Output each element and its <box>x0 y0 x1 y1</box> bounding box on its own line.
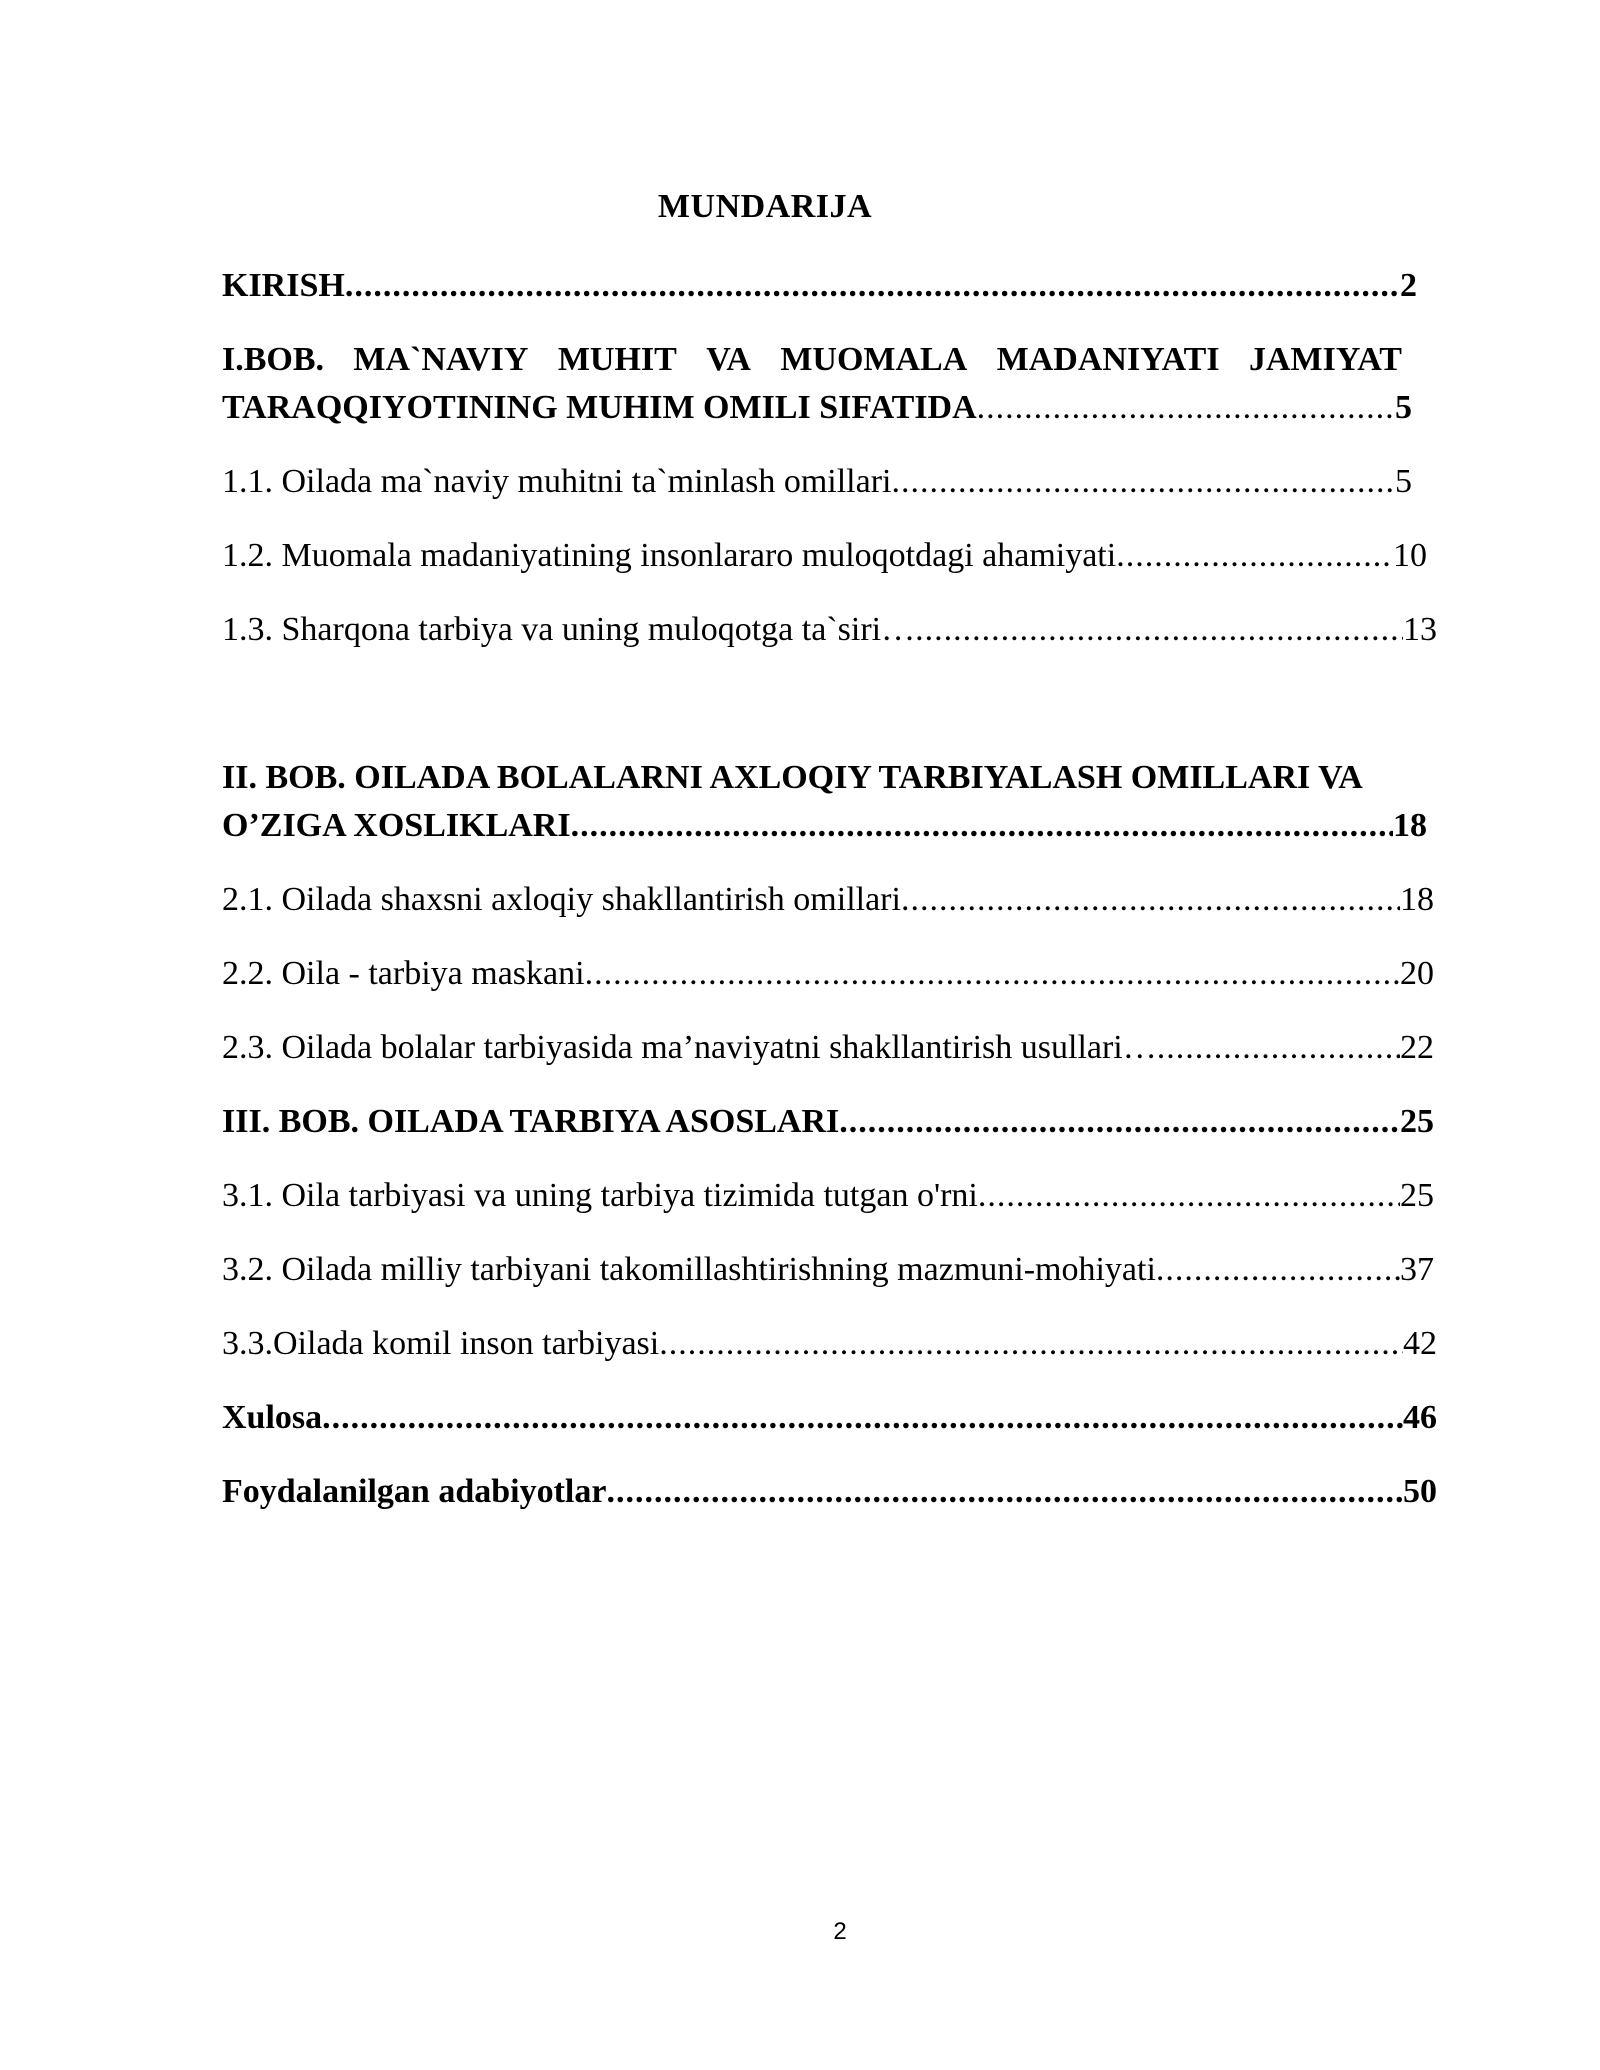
toc-entry-text: 3.3.Oilada komil inson tarbiyasi <box>222 1325 660 1362</box>
heading-word: MA`NAVIY <box>353 341 529 378</box>
leader-dots <box>1116 532 1393 580</box>
leader-dots <box>978 1172 1400 1220</box>
toc-entry-text: 2.1. Oilada shaxsni axloqiy shakllantirish omillari <box>222 881 901 918</box>
toc-entry-page: 5 <box>1395 463 1412 500</box>
heading-word: JAMIYAT <box>1248 341 1402 378</box>
leader-dots <box>345 262 1400 310</box>
toc-entry-text: Foydalanilgan adabiyotlar <box>222 1473 607 1510</box>
toc-entry-2-3[interactable] <box>222 1024 1434 1072</box>
heading-word: MADANIYATI <box>996 341 1220 378</box>
toc-entry-3-2[interactable] <box>222 1246 1434 1294</box>
leader-dots <box>659 1320 1403 1368</box>
toc-entry-xulosa[interactable] <box>222 1394 1437 1442</box>
toc-entry-page: 25 <box>1400 1103 1434 1140</box>
toc-entry-adabiyotlar[interactable] <box>222 1468 1437 1516</box>
toc-entry-page: 5 <box>1395 389 1412 426</box>
leader-dots <box>1157 1024 1400 1072</box>
heading-word: MUOMALA <box>780 341 968 378</box>
toc-entry-page: 25 <box>1400 1177 1434 1214</box>
toc-entry-text: KIRISH <box>222 267 345 304</box>
chapter-heading-line-1 <box>222 336 1402 384</box>
toc-entry-2-1[interactable] <box>222 876 1434 924</box>
toc-entry-text: 1.2. Muomala madaniyatining insonlararo muloqotdagi ahamiyati <box>222 537 1117 574</box>
toc-entry-text: 3.2. Oilada milliy tarbiyani takomillashtirishning mazmuni-mohiyati <box>222 1251 1156 1288</box>
page-number: 2 <box>833 1918 847 1945</box>
leader-dots <box>915 606 1403 654</box>
toc-entry-chapter-3[interactable] <box>222 1098 1434 1146</box>
toc-entry-chapter-1[interactable] <box>222 336 1412 432</box>
toc-entry-1-2[interactable] <box>222 532 1427 580</box>
toc-entry-page: 42 <box>1403 1325 1437 1362</box>
page-title: MUNDARIJA <box>657 188 873 225</box>
toc-entry-page: 22 <box>1400 1029 1434 1066</box>
leader-dots <box>891 458 1395 506</box>
toc-entry-page: 37 <box>1400 1251 1434 1288</box>
toc-entry-1-3[interactable] <box>222 606 1437 654</box>
toc-entry-text: 2.3. Oilada bolalar tarbiyasida ma’naviyatni shakllantirish usullari… <box>222 1029 1157 1066</box>
leader-dots <box>1156 1246 1400 1294</box>
toc-entry-page: 46 <box>1403 1399 1437 1436</box>
toc-entry-3-1[interactable] <box>222 1172 1434 1220</box>
toc-entry-page: 10 <box>1393 537 1427 574</box>
heading-word: MUHIT <box>557 341 677 378</box>
toc-entry-page: 13 <box>1403 611 1437 648</box>
toc-entry-1-1[interactable] <box>222 458 1412 506</box>
toc-entry-2-2[interactable] <box>222 950 1434 998</box>
toc-entry-text: III. BOB. OILADA TARBIYA ASOSLARI <box>222 1103 840 1140</box>
leader-dots <box>322 1394 1403 1442</box>
leader-dots <box>585 950 1400 998</box>
toc-entry-text: 1.1. Oilada ma`naviy muhitni ta`minlash omillari <box>222 463 892 500</box>
toc-entry-text: O’ZIGA XOSLIKLARI <box>222 807 571 844</box>
toc-entry-text: Xulosa <box>222 1399 323 1436</box>
heading-word: VA <box>706 341 751 378</box>
leader-dots <box>839 1098 1400 1146</box>
chapter-heading-line-1: II. BOB. OILADA BOLALARNI AXLOQIY TARBIYALASH OMILLARI VA <box>222 759 1363 796</box>
leader-dots <box>606 1468 1403 1516</box>
toc-entry-text: 3.1. Oila tarbiyasi va uning tarbiya tizimida tutgan o'rni <box>222 1177 978 1214</box>
toc-entry-page: 50 <box>1403 1473 1437 1510</box>
toc-entry-kirish[interactable] <box>222 262 1417 310</box>
toc-entry-text: 2.2. Oila - tarbiya maskani <box>222 955 585 992</box>
leader-dots <box>571 802 1393 850</box>
leader-dots <box>977 384 1395 432</box>
toc-entry-page: 18 <box>1393 807 1427 844</box>
heading-word: I.BOB. <box>222 341 325 378</box>
toc-entry-page: 2 <box>1400 267 1417 304</box>
toc-entry-text: TARAQQIYOTINING MUHIM OMILI SIFATIDA <box>222 389 977 426</box>
toc-entry-3-3[interactable] <box>222 1320 1437 1368</box>
toc-entry-chapter-2[interactable] <box>222 754 1427 850</box>
toc-entry-page: 18 <box>1400 881 1434 918</box>
leader-dots <box>901 876 1400 924</box>
toc-entry-text: 1.3. Sharqona tarbiya va uning muloqotga ta`siri… <box>222 611 916 648</box>
toc-entry-page: 20 <box>1400 955 1434 992</box>
